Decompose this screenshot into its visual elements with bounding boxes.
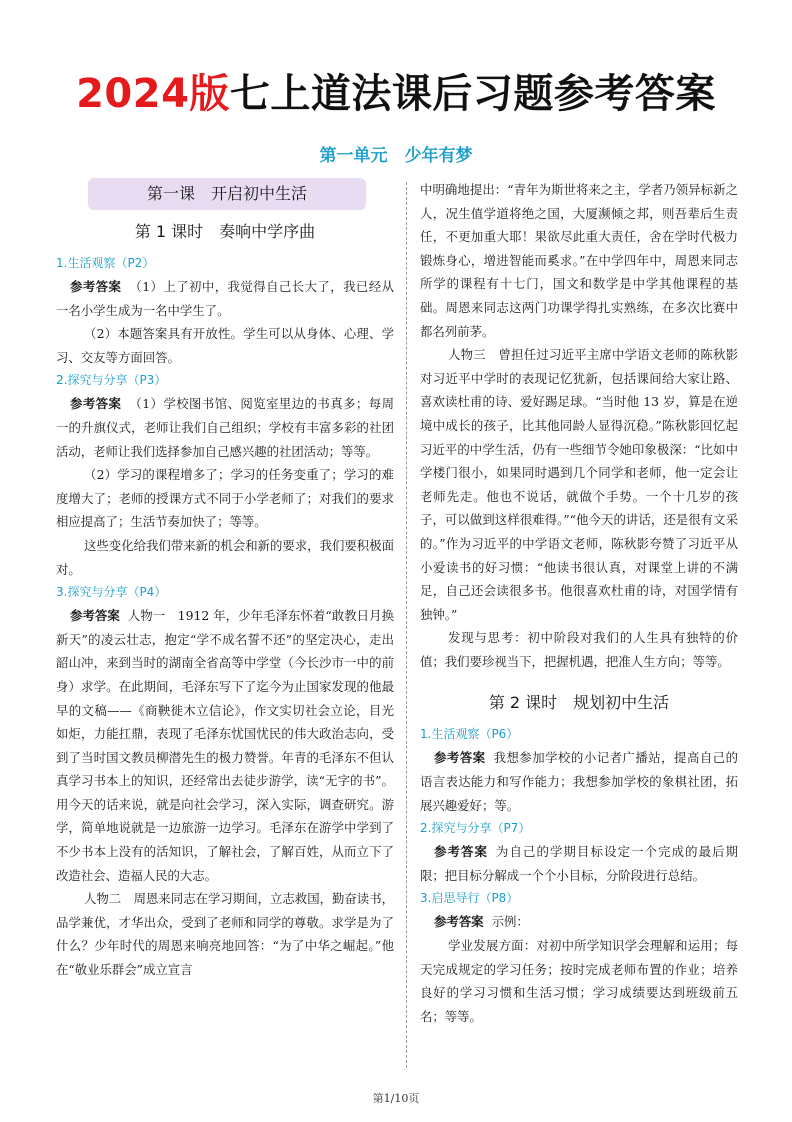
unit-heading: 第一单元 少年有梦 — [319, 146, 473, 166]
title-text: 七上道法课后习题参考答案 — [229, 71, 716, 117]
answer-text: （1）上了初中，我觉得自己长大了，我已经从一名小学生成为一名中学生了。 — [56, 279, 395, 318]
answer-paragraph — [56, 275, 394, 322]
answer-text: 为自己的学期目标设定一个完成的最后期限；把目标分解成一个个小目标，分阶段进行总结。 — [420, 844, 739, 883]
answer-text: 我想参加学校的小记者广播站，提高自己的语言表达能力和写作能力；我想参加学校的象棋社团，拓展兴趣爱好；等。 — [420, 750, 739, 813]
answer-paragraph — [420, 840, 738, 887]
section-heading: 2.探究与分享（P3） — [56, 373, 167, 388]
period-1-heading: 第 1 课时 奏响中学序曲 — [134, 222, 316, 241]
answer-text: 示例： — [491, 914, 529, 930]
answer-paragraph — [420, 746, 738, 817]
answer-label: 参考答案 — [434, 844, 489, 860]
answer-paragraph: 人物二 周恩来同志在学习期间，立志救国，勤奋读书，品学兼优，才华出众，受到了老师和同学的尊敬。求学是为了什么？少年时代的周恩来响亮地回答：“为了中华之崛起。”他在“敬业乐群会”成立宣言 — [56, 891, 394, 978]
lesson-heading: 第一课 开启初中生活 — [88, 178, 366, 210]
section-heading: 3.探究与分享（P4） — [56, 585, 167, 600]
answer-paragraph: （2）学习的课程增多了；学习的任务变重了；学习的难度增大了；老师的授课方式不同于小学老师了；对我们的要求相应提高了；生活节奏加快了；等等。 — [56, 467, 394, 530]
answer-paragraph: 中明确地提出：“青年为斯世将来之主，学者乃领异标新之人，况生值学道将绝之国，大厦濒倾之邦，则吾辈后生责任，不更加重大耶！果欲尽此重大责任，舍在学时代极力锻炼身心，增进智能而奚求。”在中学四年中，周恩来同志所学的课程有十七门，国文和数学是中学其他课程的基础。周恩来同志这两门功课学得扎实熟练，在多次比赛中都名列前茅。 — [420, 182, 738, 339]
answer-text: （1）学校图书馆、阅览室里边的书真多；每周一的升旗仪式，老师让我们自己组织；学校有丰富多彩的社团活动，老师让我们选择参加自己感兴趣的社团活动；等等。 — [56, 396, 395, 459]
answer-label: 参考答案 — [434, 750, 486, 766]
answer-paragraph: （2）本题答案具有开放性。学生可以从身体、心理、学习、交友等方面回答。 — [56, 326, 394, 365]
section-heading: 1.生活观察（P2） — [56, 256, 155, 270]
answer-paragraph: 这些变化给我们带来新的机会和新的要求，我们要积极面对。 — [56, 537, 394, 577]
column-divider — [406, 182, 407, 1068]
left-column — [56, 178, 394, 982]
answer-paragraph — [56, 604, 394, 887]
answer-label: 参考答案 — [70, 608, 120, 624]
answer-text: 人物一 1912 年，少年毛泽东怀着“敢教日月换新天”的凌云壮志，抱定“学不成名誓不还”的坚定决心，走出韶山冲，来到当时的湖南全省高等中学堂（今长沙市一中的前身）求学。在此期间，毛泽东写下了迄今为止国家发现的他最早的文稿——《商鞅徙木立信论》，作文实切社会立论，目光如炬，力能扛鼎，表现了毛泽东忧国忧民的伟大政治志向，受到了当时国文教员柳潜先生的极力赞誉。年青的毛泽东不但认真学习书本上的知识，还经常出去徒步游学，读“无字的书”。用今天的话来说，就是向社会学习，深入实际，调查研究。游学，简单地说就是一边旅游一边学习。毛泽东在游学中学到了不少书本上没有的活知识，了解社会，了解百姓，从而立下了改造社会、造福人民的大志。 — [56, 608, 394, 883]
answer-paragraph — [420, 910, 738, 934]
answer-paragraph: 发现与思考：初中阶段对我们的人生具有独特的价值；我们要珍视当下，把握机遇，把准人生方向；等等。 — [420, 630, 738, 669]
page-number: 第1/10页 — [372, 1092, 420, 1105]
answer-label: 参考答案 — [70, 396, 122, 412]
title-year: 2024版 — [76, 71, 230, 117]
answer-paragraph: 人物三 曾担任过习近平主席中学语文老师的陈秋影对习近平中学时的表现记忆犹新，包括课间给大家让路、喜欢读杜甫的诗、爱好踢足球。“当时他 13 岁，算是在逆境中成长的孩子，比其他同龄人显得沉稳。”陈秋影回忆起习近平的中学生活，仍有一些细节令她印象极深：“比如中学楼门很小，如果同时遇到几个同学和老师，他一定会让老师先走。他也不说话，就做个手势。一个十几岁的孩子，可以做到这样很难得。”“他今天的讲话，还是很有文采的。”作为习近平的中学语文老师，陈秋影夸赞了习近平从小爱读书的好习惯：“他读书很认真，对课堂上讲的不满足，自己还会读很多书。他很喜欢杜甫的诗，对国学情有独钟。” — [420, 347, 738, 622]
section-heading: 1.生活观察（P6） — [420, 727, 519, 742]
section-heading: 2.探究与分享（P7） — [420, 821, 531, 836]
section-heading: 3.启思导行（P8） — [420, 891, 519, 906]
answer-paragraph — [56, 392, 394, 463]
right-column — [420, 178, 738, 1028]
answer-label: 参考答案 — [434, 914, 484, 930]
answer-paragraph: 学业发展方面：对初中所学知识学会理解和运用；每天完成规定的学习任务；按时完成老师布置的作业；培养良好的学习习惯和生活习惯；学习成绩要达到班级前五名；等等。 — [420, 938, 738, 1024]
page-title — [0, 66, 792, 122]
answer-label: 参考答案 — [70, 279, 122, 294]
period-2-heading: 第 2 课时 规划初中生活 — [488, 693, 670, 713]
